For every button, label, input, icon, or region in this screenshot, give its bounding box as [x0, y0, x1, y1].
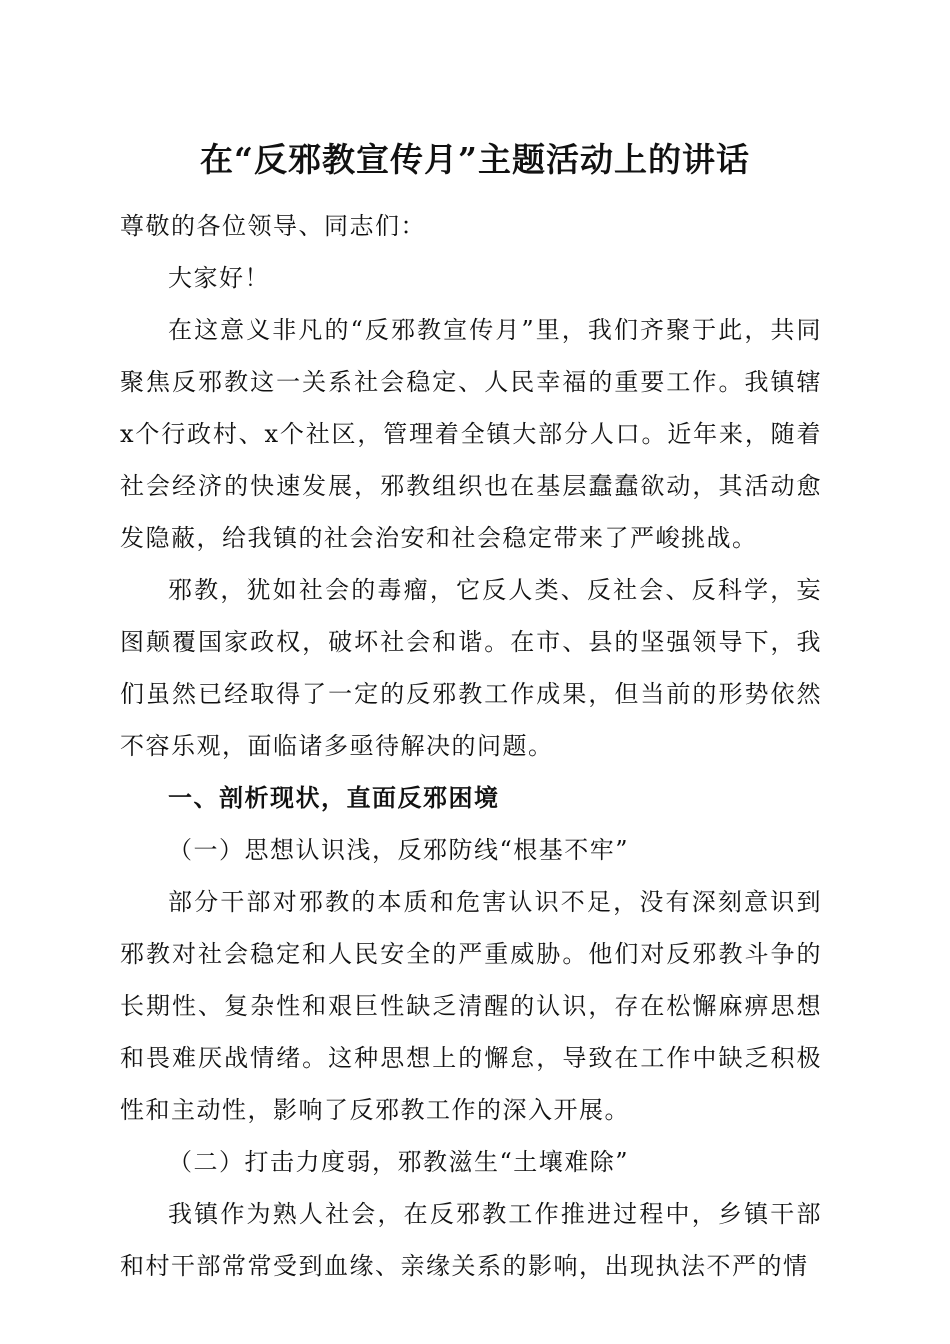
section-heading: 一、剖析现状，直面反邪困境: [168, 784, 500, 812]
document-body: [120, 200, 822, 1292]
subsection-text-2: 我镇作为熟人社会，在反邪教工作推进过程中，乡镇干部和村干部常常受到血缘、亲缘关系的影响，出现执法不严的情: [120, 1200, 822, 1280]
document-title: 在“反邪教宣传月”主题活动上的讲话: [200, 140, 750, 179]
greeting: 大家好！: [168, 264, 270, 292]
subsection-heading-1: （一）思想认识浅，反邪防线“根基不牢”: [168, 836, 630, 864]
salutation: 尊敬的各位领导、同志们：: [120, 212, 426, 240]
subsection-text-1: 部分干部对邪教的本质和危害认识不足，没有深刻意识到邪教对社会稳定和人民安全的严重威胁。他们对反邪教斗争的长期性、复杂性和艰巨性缺乏清醒的认识，存在松懈麻痹思想和畏难厌战情绪。这种思想上的懈怠，导致在工作中缺乏积极性和主动性，影响了反邪教工作的深入开展。: [120, 888, 822, 1124]
paragraph-situation: 邪教，犹如社会的毒瘤，它反人类、反社会、反科学，妄图颠覆国家政权，破坏社会和谐。在市、县的坚强领导下，我们虽然已经取得了一定的反邪教工作成果，但当前的形势依然不容乐观，面临诸多亟待解决的问题。: [120, 576, 822, 760]
paragraph-intro: 在这意义非凡的“反邪教宣传月”里，我们齐聚于此，共同聚焦反邪教这一关系社会稳定、人民幸福的重要工作。我镇辖x个行政村、x个社区，管理着全镇大部分人口。近年来，随着社会经济的快速发展，邪教组织也在基层蠢蠢欲动，其活动愈发隐蔽，给我镇的社会治安和社会稳定带来了严峻挑战。: [120, 316, 822, 552]
subsection-heading-2: （二）打击力度弱，邪教滋生“土壤难除”: [168, 1148, 630, 1176]
